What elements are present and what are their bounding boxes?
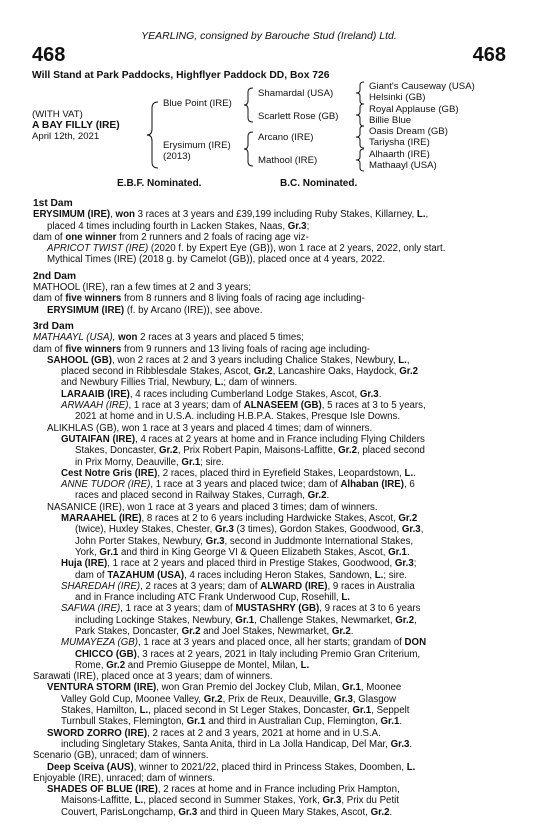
produce-huja: Huja (IRE), 1 race at 2 years and placed third in Prestige Stakes, Goodwood, Gr.3;	[61, 558, 417, 570]
produce-erysimum: ERYSIMUM (IRE) (f. by Arcano (IRE)), see above.	[47, 304, 263, 316]
produce-ventura-cont3: Turnbull Stakes, Flemington, Gr.1 and third in Australian Cup, Flemington, Gr.1.	[61, 716, 403, 728]
produce-gutaifan-cont: Stakes, Doncaster, Gr.2, Prix Robert Papin, Maisons-Laffitte, Gr.2, placed second	[75, 445, 425, 457]
ancestor-3: Royal Applause (GB)	[369, 104, 459, 115]
dam-year: (2013)	[163, 151, 191, 162]
pedigree-brace-g4	[355, 148, 365, 172]
ancestor-5: Oasis Dream (GB)	[369, 126, 448, 137]
produce-shades-of-blue: SHADES OF BLUE (IRE), 2 races at home and in France including Prix Hampton,	[47, 784, 400, 796]
produce-mythical-times: Mythical Times (IRE) (2018 g. by Camelot (GB)), placed once at 4 years, 2022.	[47, 254, 386, 266]
third-dam-heading: 3rd Dam	[33, 320, 74, 332]
produce-sharedah-cont: and in France including ATC Frank Underwood Cup, Rosehill, L.	[75, 592, 350, 604]
produce-safwa: SAFWA (IRE), 1 race at 3 years; dam of MUSTASHRY (GB), 9 races at 3 to 6 years	[61, 603, 421, 615]
second-dam-heading: 2nd Dam	[33, 270, 77, 282]
produce-shades-cont: Maisons-Laffitte, L., placed second in Summer Stakes, York, Gr.3, Prix du Petit	[61, 795, 399, 807]
first-dam-placed: placed 4 times including fourth in Lacken Stakes, Naas, Gr.3;	[47, 220, 310, 232]
pedigree-brace-dam	[243, 130, 255, 168]
produce-sahool-cont2: and Newbury Fillies Trial, Newbury, L.; dam of winners.	[61, 377, 298, 389]
produce-mumayeza-cont: CHICCO (GB), 3 races at 2 years, 2021 in Italy including Premio Gran Criterium,	[75, 648, 421, 660]
pedigree-brace-sire	[243, 86, 255, 124]
produce-ventura-storm: VENTURA STORM (IRE), won Gran Premio del Jockey Club, Milan, Gr.1, Moonee	[47, 682, 402, 694]
pedigree-brace-g3	[355, 125, 365, 149]
produce-gutaifan-cont2: in Prix Morny, Deauville, Gr.1; sire.	[75, 456, 224, 468]
produce-deep-sceiva: Deep Sceiva (AUS), winner to 2021/22, placed third in Princess Stakes, Doomben, L.	[47, 761, 416, 773]
vat-label: (WITH VAT)	[32, 109, 83, 120]
produce-sword-zorro-cont: including Singletary Stakes, Santa Anita, third in La Jolla Handicap, Del Mar, Gr.3.	[61, 738, 413, 750]
produce-laraaib: LARAAIB (IRE), 4 races including Cumberland Lodge Stakes, Ascot, Gr.3.	[61, 388, 382, 400]
produce-maraahel: MARAAHEL (IRE), 8 races at 2 to 6 years including Hardwicke Stakes, Ascot, Gr.2	[61, 513, 418, 525]
first-dam-heading: 1st Dam	[33, 198, 73, 209]
produce-alikhlas: ALIKHLAS (GB), won 1 race at 3 years and placed 4 times; dam of winners.	[47, 422, 373, 434]
produce-mumayeza: MUMAYEZA (GB), 1 race at 3 years and placed once, all her starts; grandam of DON	[61, 637, 427, 649]
produce-ventura-cont: Valley Gold Cup, Moonee Valley, Gr.2, Prix de Reux, Deauville, Gr.3, Glasgow	[61, 693, 396, 705]
lot-number-right: 468	[472, 44, 506, 66]
produce-safwa-cont: including Lockinge Stakes, Newbury, Gr.1, Challenge Stakes, Newmarket, Gr.2,	[75, 614, 417, 626]
produce-maraahel-cont: (twice), Huxley Stakes, Chester, Gr.3 (3 times), Gordon Stakes, Goodwood, Gr.3,	[75, 524, 424, 536]
standing-location: Will Stand at Park Paddocks, Highflyer Paddock DD, Box 726	[32, 70, 330, 81]
pedigree-brace-g2	[355, 103, 365, 127]
foaling-date: April 12th, 2021	[32, 131, 100, 142]
produce-sahool-cont: placed second in Ribblesdale Stakes, Ascot, Gr.2, Lancashire Oaks, Haydock, Gr.2	[61, 366, 419, 378]
produce-sahool: SAHOOL (GB), won 2 races at 2 and 3 years including Chalice Stakes, Newbury, L.,	[47, 354, 410, 366]
produce-safwa-cont2: Park Stakes, Doncaster, Gr.2 and Joel Stakes, Newmarket, Gr.2.	[75, 625, 354, 637]
sire-sire: Shamardal (USA)	[258, 88, 334, 99]
produce-anne-tudor-cont: races and placed second in Railway Stakes, Curragh, Gr.2.	[75, 490, 330, 502]
ancestor-7: Alhaarth (IRE)	[369, 149, 430, 160]
ancestor-4: Billie Blue	[369, 115, 412, 126]
ancestor-1: Giant's Causeway (USA)	[369, 81, 475, 92]
ancestor-8: Mathaayl (USA)	[369, 160, 437, 171]
second-dam-produce-intro: dam of five winners from 8 runners and 8 living foals of racing age including-	[33, 293, 365, 305]
lot-number-left: 468	[32, 44, 66, 66]
produce-nasanice: NASANICE (IRE), won 1 race at 3 years and placed 3 times; dam of winners.	[47, 501, 378, 513]
first-dam-produce-intro: dam of one winner from 2 runners and 2 foals of racing age viz-	[33, 231, 309, 243]
sire-dam: Scarlett Rose (GB)	[258, 111, 339, 122]
third-dam-record: MATHAAYL (USA), won 2 races at 3 years and placed 5 times;	[33, 332, 304, 344]
produce-gutaifan: GUTAIFAN (IRE), 4 races at 2 years at home and in France including Flying Childers	[61, 433, 425, 445]
dam-sire: Arcano (IRE)	[258, 132, 314, 143]
pedigree-brace-g1	[355, 81, 365, 105]
produce-cest-notre-gris: Cest Notre Gris (IRE), 2 races, placed third in Eyrefield Stakes, Leopardstown, L..	[61, 467, 416, 479]
pedigree-brace-main	[146, 100, 160, 170]
sire: Blue Point (IRE)	[163, 98, 232, 109]
produce-ventura-cont2: Stakes, Hamilton, L., placed second in St Leger Stakes, Doncaster, Gr.1, Seppelt	[61, 705, 410, 717]
produce-sword-zorro: SWORD ZORRO (IRE), 2 races at 2 and 3 years, 2021 at home and in U.S.A.	[47, 727, 381, 739]
consignment-line: YEARLING, consigned by Barouche Stud (Ireland) Ltd.	[141, 30, 397, 42]
dam-name: Erysimum (IRE)	[163, 140, 231, 151]
second-dam-record: MATHOOL (IRE), ran a few times at 2 and 3 years;	[33, 282, 252, 294]
produce-apricot-twist: APRICOT TWIST (IRE) (2020 f. by Expert Eye (GB)), won 1 race at 2 years, 2022, only start.	[47, 243, 446, 255]
produce-maraahel-cont2: John Porter Stakes, Newbury, Gr.3, second in Juddmonte International Stakes,	[75, 535, 414, 547]
bc-nomination: B.C. Nominated.	[280, 178, 358, 189]
produce-enjoyable: Enjoyable (IRE), unraced; dam of winners.	[33, 772, 215, 784]
catalogue-body	[33, 198, 519, 818]
ancestor-2: Helsinki (GB)	[369, 92, 426, 103]
first-dam-record: ERYSIMUM (IRE), won 3 races at 3 years and £39,199 including Ruby Stakes, Killarney, L.,	[33, 209, 429, 221]
ebf-nomination: E.B.F. Nominated.	[117, 178, 202, 189]
produce-arwaah-cont: 2021 at home and in U.S.A. including H.B.P.A. Stakes, Presque Isle Downs.	[75, 411, 401, 423]
dam-dam: Mathool (IRE)	[258, 155, 318, 166]
produce-anne-tudor: ANNE TUDOR (IRE), 1 race at 3 years and placed twice; dam of Alhaban (IRE), 6	[61, 479, 415, 491]
produce-sarawati: Sarawati (IRE), placed once at 3 years; dam of winners.	[33, 671, 273, 683]
third-dam-produce-intro: dam of five winners from 9 runners and 13 living foals of racing age including-	[33, 343, 371, 355]
produce-maraahel-cont3: York, Gr.1 and third in King George VI & Queen Elizabeth Stakes, Ascot, Gr.1.	[75, 546, 410, 558]
produce-mumayeza-cont2: Rome, Gr.2 and Premio Giuseppe de Montel, Milan, L.	[75, 659, 310, 671]
produce-huja-cont: dam of TAZAHUM (USA), 4 races including Heron Stakes, Sandown, L.; sire.	[75, 569, 408, 581]
ancestor-6: Tariysha (IRE)	[369, 137, 430, 148]
produce-scenario: Scenario (GB), unraced; dam of winners.	[33, 750, 209, 762]
produce-shades-cont2: Couvert, ParisLongchamp, Gr.3 and third in Queen Mary Stakes, Ascot, Gr.2.	[61, 806, 393, 818]
horse-description: A BAY FILLY (IRE)	[32, 120, 120, 131]
produce-arwaah: ARWAAH (IRE), 1 race at 3 years; dam of ALNASEEM (GB), 5 races at 3 to 5 years,	[61, 400, 426, 412]
produce-sharedah: SHAREDAH (IRE), 2 races at 3 years; dam of ALWARD (IRE), 9 races in Australia	[61, 580, 415, 592]
